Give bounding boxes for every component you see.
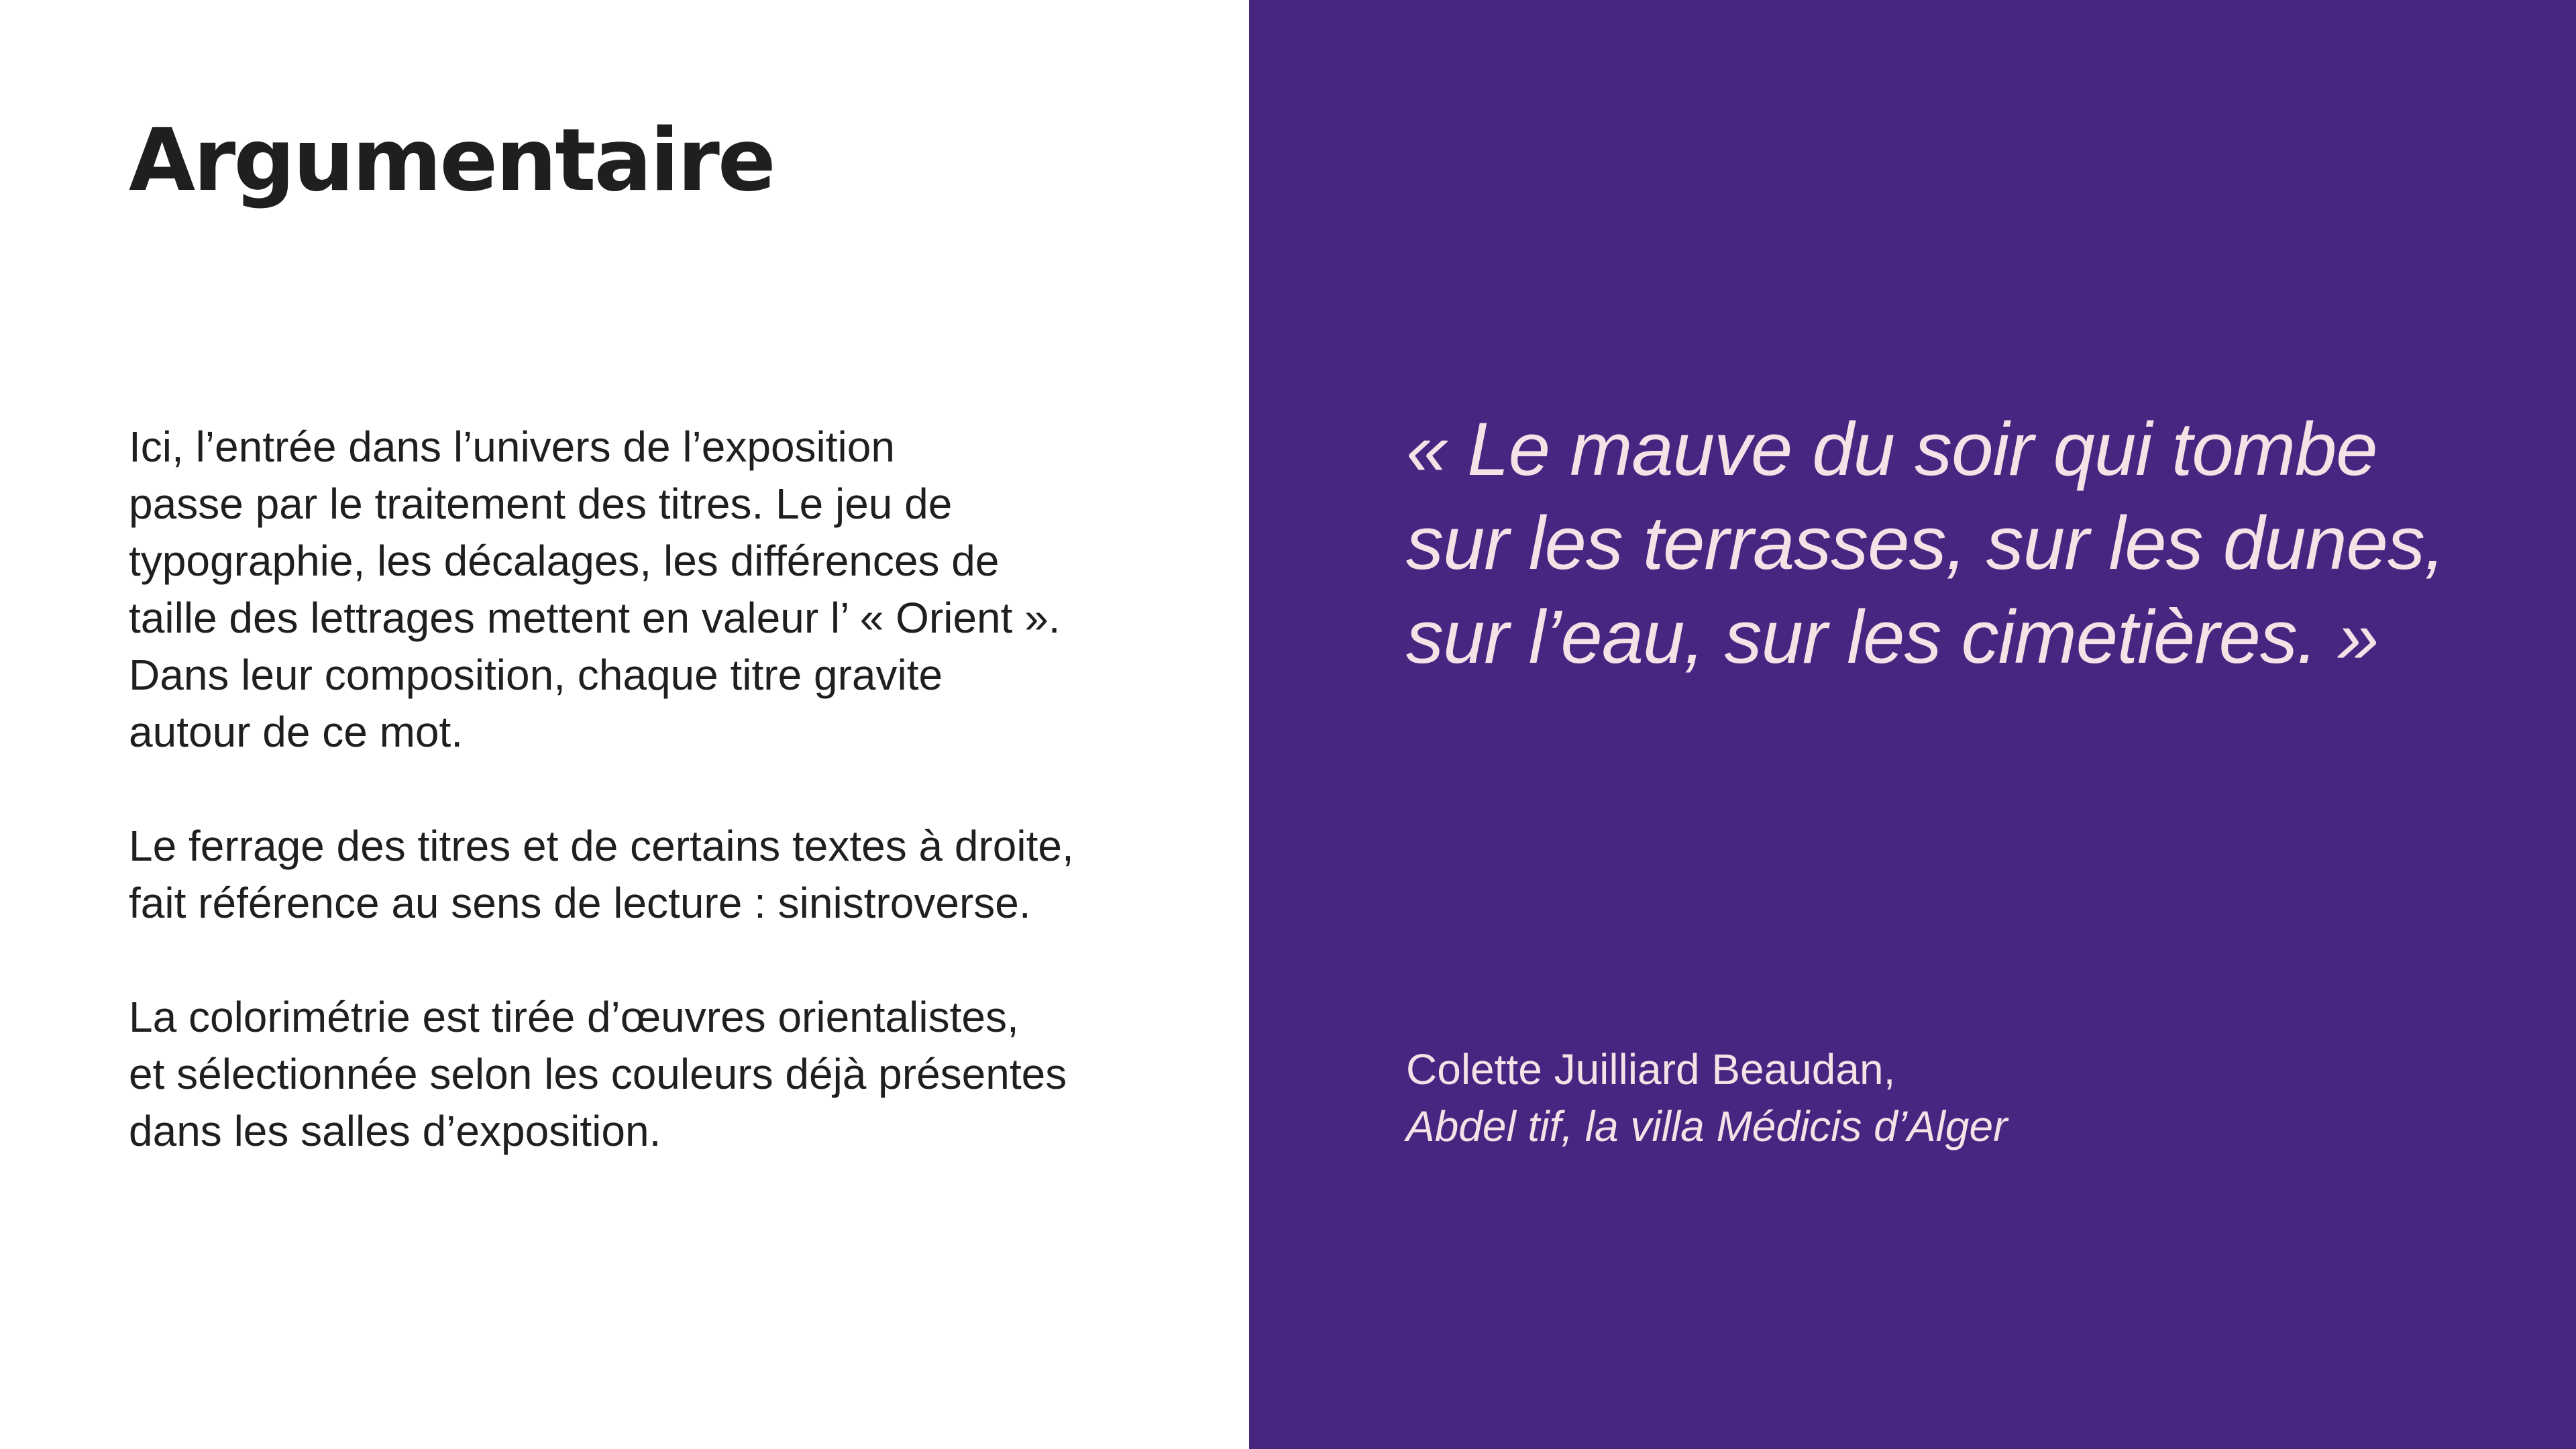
body-line: passe par le traitement des titres. Le jeu de xyxy=(129,480,953,528)
body-line: fait référence au sens de lecture : sinistroverse. xyxy=(129,879,1031,927)
quote-line: « Le mauve du soir qui tombe xyxy=(1406,407,2377,491)
quote-attribution xyxy=(1406,1041,2007,1155)
body-line: typographie, les décalages, les différences de xyxy=(129,537,1000,585)
body-line: autour de ce mot. xyxy=(129,708,464,756)
quote-author: Colette Juilliard Beaudan, xyxy=(1406,1045,1896,1093)
body-line: Dans leur composition, chaque titre gravite xyxy=(129,651,943,699)
body-paragraph-2 xyxy=(129,818,1229,932)
argument-body xyxy=(129,419,1229,1217)
quote-work-title: Abdel tif, la villa Médicis d’Alger xyxy=(1406,1102,2008,1150)
body-line: dans les salles d’exposition. xyxy=(129,1107,661,1155)
body-paragraph-1 xyxy=(129,419,1229,761)
body-line: Le ferrage des titres et de certains textes à droite, xyxy=(129,822,1074,870)
body-paragraph-3 xyxy=(129,989,1229,1160)
right-panel xyxy=(1249,0,2576,1449)
body-line: Ici, l’entrée dans l’univers de l’exposition xyxy=(129,423,895,471)
quote-line: sur les terrasses, sur les dunes, xyxy=(1406,501,2445,585)
body-line: taille des lettrages mettent en valeur l’ « Orient ». xyxy=(129,594,1061,642)
pull-quote xyxy=(1406,402,2546,684)
left-panel xyxy=(0,0,1249,1449)
body-line: La colorimétrie est tirée d’œuvres orientalistes, xyxy=(129,993,1019,1041)
page-title: Argumentaire xyxy=(129,111,774,211)
body-line: et sélectionnée selon les couleurs déjà présentes xyxy=(129,1050,1067,1098)
quote-line: sur l’eau, sur les cimetières. » xyxy=(1406,595,2379,679)
